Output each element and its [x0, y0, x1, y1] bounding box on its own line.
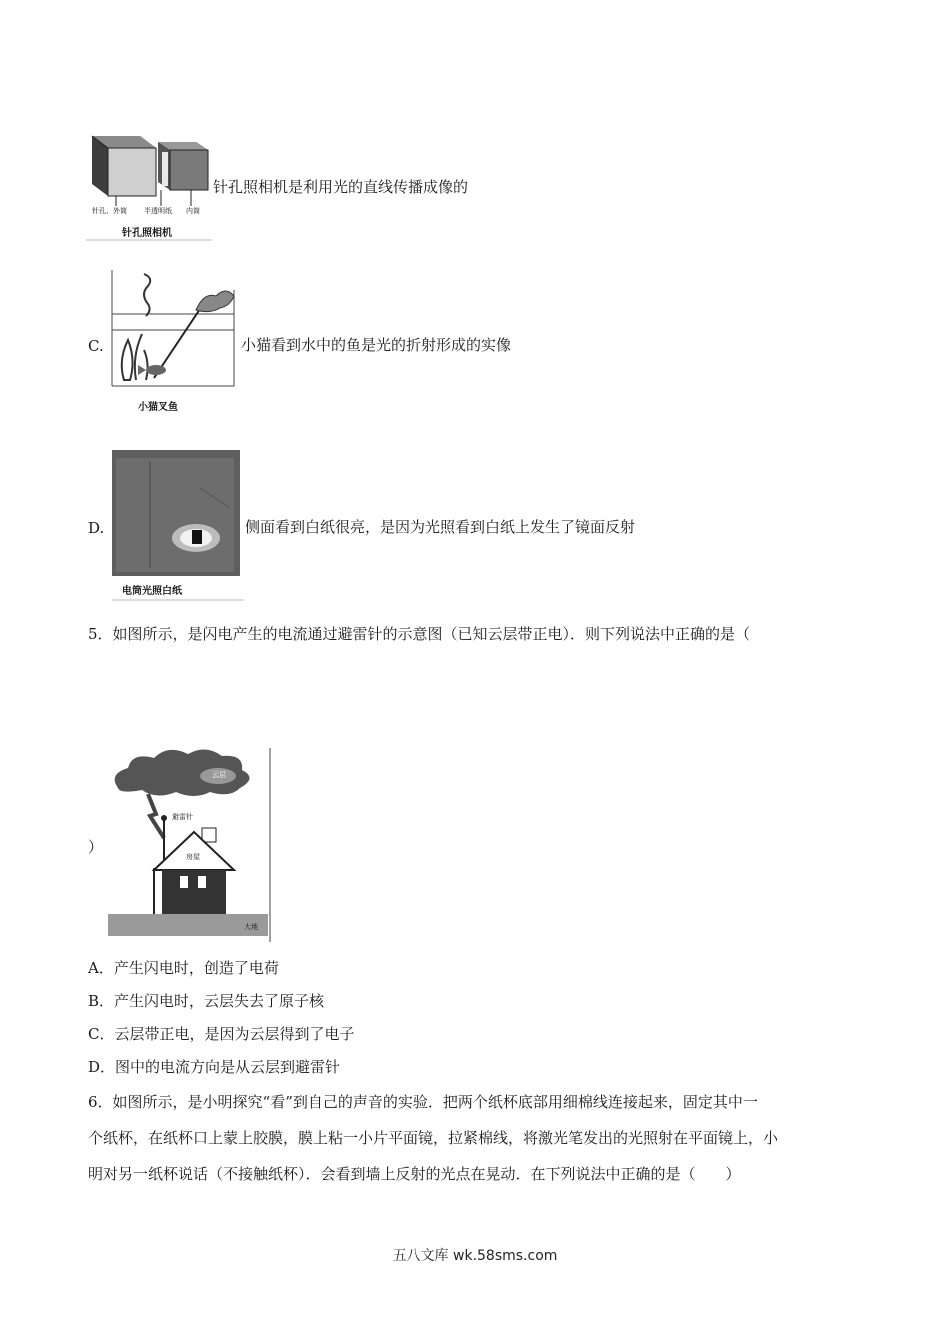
label-cloud: 云层	[212, 771, 226, 779]
option-b-text: 针孔照相机是利用光的直线传播成像的	[213, 178, 469, 196]
page-footer: 五八文库 wk.58sms.com	[392, 1248, 558, 1264]
option-c-text: 小猫看到水中的鱼是光的折射形成的实像	[241, 336, 512, 354]
option-d-letter: D.	[88, 519, 105, 537]
flashlight-paper-figure	[110, 448, 244, 602]
label-rod: 避雷针	[172, 813, 193, 821]
lightning-rod-drawing	[104, 748, 272, 942]
pinhole-label-paper: 半透明纸	[144, 207, 172, 215]
label-ground: 大地	[244, 923, 258, 931]
label-house: 房屋	[186, 853, 200, 861]
q5-stem: 5．如图所示，是闪电产生的电流通过避雷针的示意图（已知云层带正电）．则下列说法中正确的是（	[88, 625, 751, 643]
cat-fish-figure	[110, 270, 238, 418]
q6-line-1: 6．如图所示，是小明探究“看”到自己的声音的实验．把两个纸杯底部用细棉线连接起来，固定其中一	[88, 1093, 758, 1111]
q5-stem-close: ）	[88, 838, 104, 856]
option-d-text: 侧面看到白纸很亮，是因为光照看到白纸上发生了镜面反射	[245, 518, 636, 536]
pinhole-label-outer: 针孔、外筒	[92, 207, 127, 215]
cat-fish-drawing	[110, 270, 238, 418]
q5-option-a: A．产生闪电时，创造了电荷	[88, 959, 279, 977]
pinhole-camera-figure	[86, 126, 212, 242]
q5-option-d: D．图中的电流方向是从云层到避雷针	[88, 1058, 341, 1076]
flashlight-paper-caption: 电筒光照白纸	[122, 586, 182, 597]
pinhole-label-inner: 内筒	[186, 207, 200, 215]
q6-line-3: 明对另一纸杯说话（不接触纸杯）．会看到墙上反射的光点在晃动．在下列说法中正确的是（ ）	[88, 1165, 741, 1183]
q6-line-2: 个纸杯，在纸杯口上蒙上胶膜，膜上粘一小片平面镜，拉紧棉线，将激光笔发出的光照射在平面镜上，小	[88, 1129, 779, 1147]
cat-fish-caption: 小猫叉鱼	[138, 402, 178, 413]
lightning-rod-figure	[104, 748, 272, 942]
flashlight-paper-drawing	[110, 448, 244, 602]
q5-option-b: B．产生闪电时，云层失去了原子核	[88, 992, 325, 1010]
q5-option-c: C．云层带正电，是因为云层得到了电子	[88, 1025, 355, 1043]
pinhole-caption: 针孔照相机	[122, 228, 172, 239]
option-c-letter: C.	[88, 337, 104, 355]
